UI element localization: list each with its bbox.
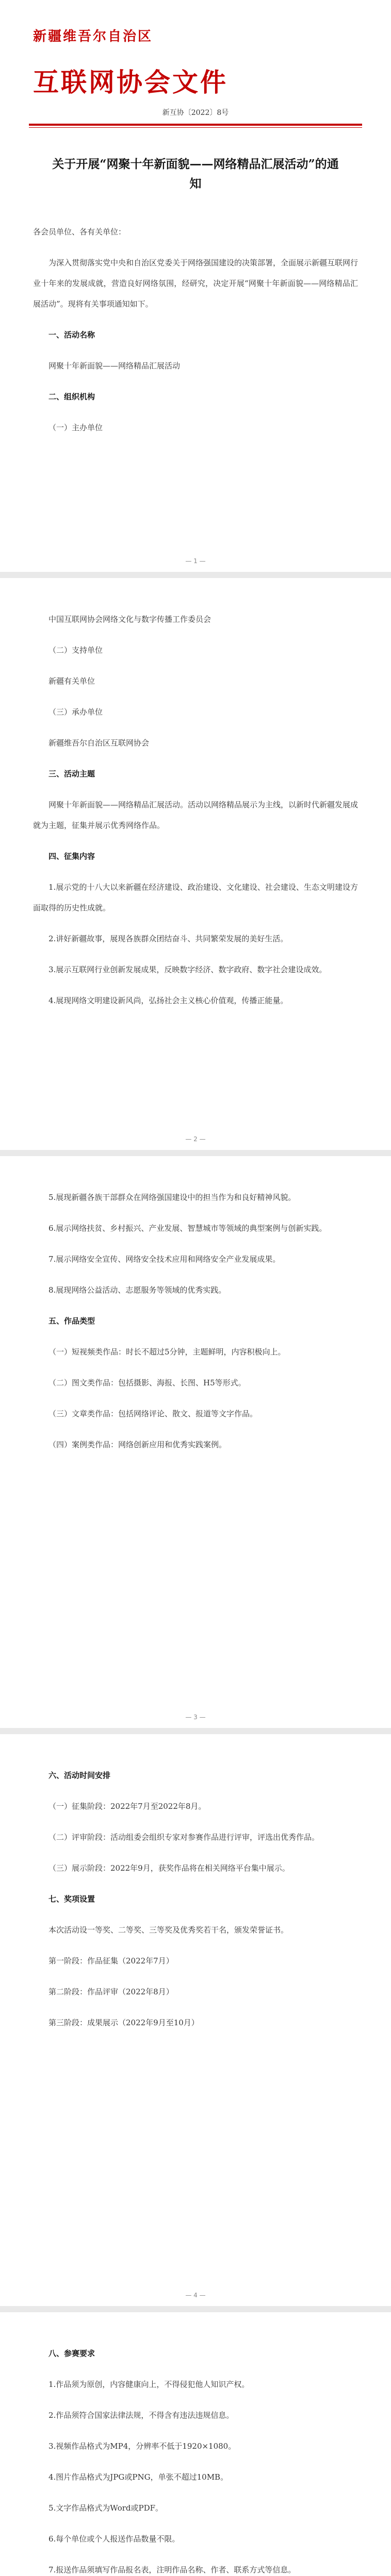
section-heading: 八、参赛要求 xyxy=(48,2349,95,2358)
section-heading: 一、活动名称 xyxy=(48,330,95,340)
section-heading: 二、组织机构 xyxy=(48,392,95,401)
page-number: — 4 — xyxy=(185,2292,206,2299)
page-1-body xyxy=(33,222,358,448)
paragraph: 为深入贯彻落实党中央和自治区党委关于网络强国建设的决策部署，全面展示新疆互联网行业十年来的发展成就，营造良好网络氛围，经研究，决定开展“网聚十年新面貌——网络精品汇展活动”。现将有关事项通知如下。 xyxy=(33,258,359,309)
page-number: — 2 — xyxy=(185,1136,206,1143)
page-4 xyxy=(0,1734,391,2306)
paragraph: 6.展示网络扶贫、乡村振兴、产业发展、智慧城市等领域的典型案例与创新实践。 xyxy=(48,1224,327,1233)
red-rule-thin xyxy=(29,127,362,128)
section-heading: 六、活动时间安排 xyxy=(48,1771,111,1780)
page-1 xyxy=(0,0,391,572)
section-heading: 四、征集内容 xyxy=(48,852,95,861)
paragraph: （一）征集阶段：2022年7月至2022年8月。 xyxy=(48,1802,206,1811)
paragraph: 5.展现新疆各族干部群众在网络强国建设中的担当作为和良好精神风貌。 xyxy=(48,1193,296,1202)
red-rule xyxy=(29,124,362,126)
paragraph: 8.展现网络公益活动、志愿服务等领域的优秀实践。 xyxy=(48,1285,226,1295)
notice-title: 关于开展“网聚十年新面貌——网络精品汇展活动”的通知 xyxy=(52,157,339,191)
paragraph: （三）承办单位 xyxy=(48,707,103,717)
paragraph: （一）主办单位 xyxy=(48,423,103,432)
paragraph: 新疆有关单位 xyxy=(48,676,95,686)
page-number: — 3 — xyxy=(185,1714,206,1721)
paragraph: （二）图文类作品：包括摄影、海报、长图、H5等形式。 xyxy=(48,1378,246,1387)
document-number: 新互协〔2022〕8号 xyxy=(162,109,229,117)
paragraph: （四）案例类作品：网络创新应用和优秀实践案例。 xyxy=(48,1440,227,1449)
document-header-title: 互联网协会文件 xyxy=(33,67,228,97)
section-heading: 七、奖项设置 xyxy=(48,1894,95,1904)
paragraph: 4.图片作品格式为JPG或PNG，单张不超过10MB。 xyxy=(48,2472,229,2482)
section-heading: 三、活动主题 xyxy=(48,769,95,778)
page-4-body xyxy=(33,1765,358,2043)
page-5 xyxy=(0,2312,391,2576)
paragraph: 4.展现网络文明建设新风尚，弘扬社会主义核心价值观，传播正能量。 xyxy=(48,996,288,1005)
paragraph: （三）文章类作品：包括网络评论、散文、报道等文字作品。 xyxy=(48,1409,258,1418)
page-3-body xyxy=(33,1187,358,1465)
paragraph: 7.展示网络安全宣传、网络安全技术应用和网络安全产业发展成果。 xyxy=(48,1255,281,1264)
paragraph: 3.展示互联网行业创新发展成果，反映数字经济、数字政府、数字社会建设成效。 xyxy=(48,965,327,974)
paragraph: 第二阶段：作品评审（2022年8月） xyxy=(48,1987,174,1996)
paragraph: （三）展示阶段：2022年9月，获奖作品将在相关网络平台集中展示。 xyxy=(48,1863,290,1873)
section-heading: 五、作品类型 xyxy=(48,1316,95,1326)
page-2-body xyxy=(33,609,358,1021)
paragraph: 第一阶段：作品征集（2022年7月） xyxy=(48,1956,174,1965)
paragraph: （二）评审阶段：活动组委会组织专家对参赛作品进行评审，评选出优秀作品。 xyxy=(48,1833,320,1842)
page-5-body xyxy=(33,2343,358,2576)
paragraph: （二）支持单位 xyxy=(48,646,103,655)
paragraph: 本次活动设一等奖、二等奖、三等奖及优秀奖若干名，颁发荣誉证书。 xyxy=(48,1925,289,1935)
paragraph: 新疆维吾尔自治区互联网协会 xyxy=(48,738,150,748)
paragraph: 2.讲好新疆故事，展现各族群众团结奋斗、共同繁荣发展的美好生活。 xyxy=(48,934,288,943)
paragraph: 6.每个单位或个人报送作品数量不限。 xyxy=(48,2534,180,2544)
paragraph: 5.文字作品格式为Word或PDF。 xyxy=(48,2503,164,2513)
paragraph: 3.视频作品格式为MP4，分辨率不低于1920×1080。 xyxy=(48,2442,236,2451)
paragraph: 2.作品须符合国家法律法规，不得含有违法违规信息。 xyxy=(48,2411,234,2420)
paragraph: 第三阶段：成果展示（2022年9月至10月） xyxy=(48,2018,199,2027)
org-name: 新疆维吾尔自治区 xyxy=(33,29,153,44)
paragraph: 网聚十年新面貌——网络精品汇展活动。活动以网络精品展示为主线，以新时代新疆发展成就为主题，征集并展示优秀网络作品。 xyxy=(33,800,359,830)
page-number: — 1 — xyxy=(185,557,206,565)
paragraph: 1.展示党的十八大以来新疆在经济建设、政治建设、文化建设、社会建设、生态文明建设方面取得的历史性成就。 xyxy=(33,883,358,912)
paragraph: （一）短视频类作品：时长不超过5分钟，主题鲜明，内容积极向上。 xyxy=(48,1347,286,1357)
paragraph: 网聚十年新面貌——网络精品汇展活动 xyxy=(48,361,181,370)
paragraph: 1.作品须为原创，内容健康向上，不得侵犯他人知识产权。 xyxy=(48,2380,250,2389)
paragraph: 各会员单位、各有关单位： xyxy=(33,227,126,236)
page-3 xyxy=(0,1156,391,1728)
paragraph: 中国互联网协会网络文化与数字传播工作委员会 xyxy=(48,615,211,624)
page-2 xyxy=(0,578,391,1150)
paragraph: 7.报送作品须填写作品报名表，注明作品名称、作者、联系方式等信息。 xyxy=(48,2565,296,2574)
